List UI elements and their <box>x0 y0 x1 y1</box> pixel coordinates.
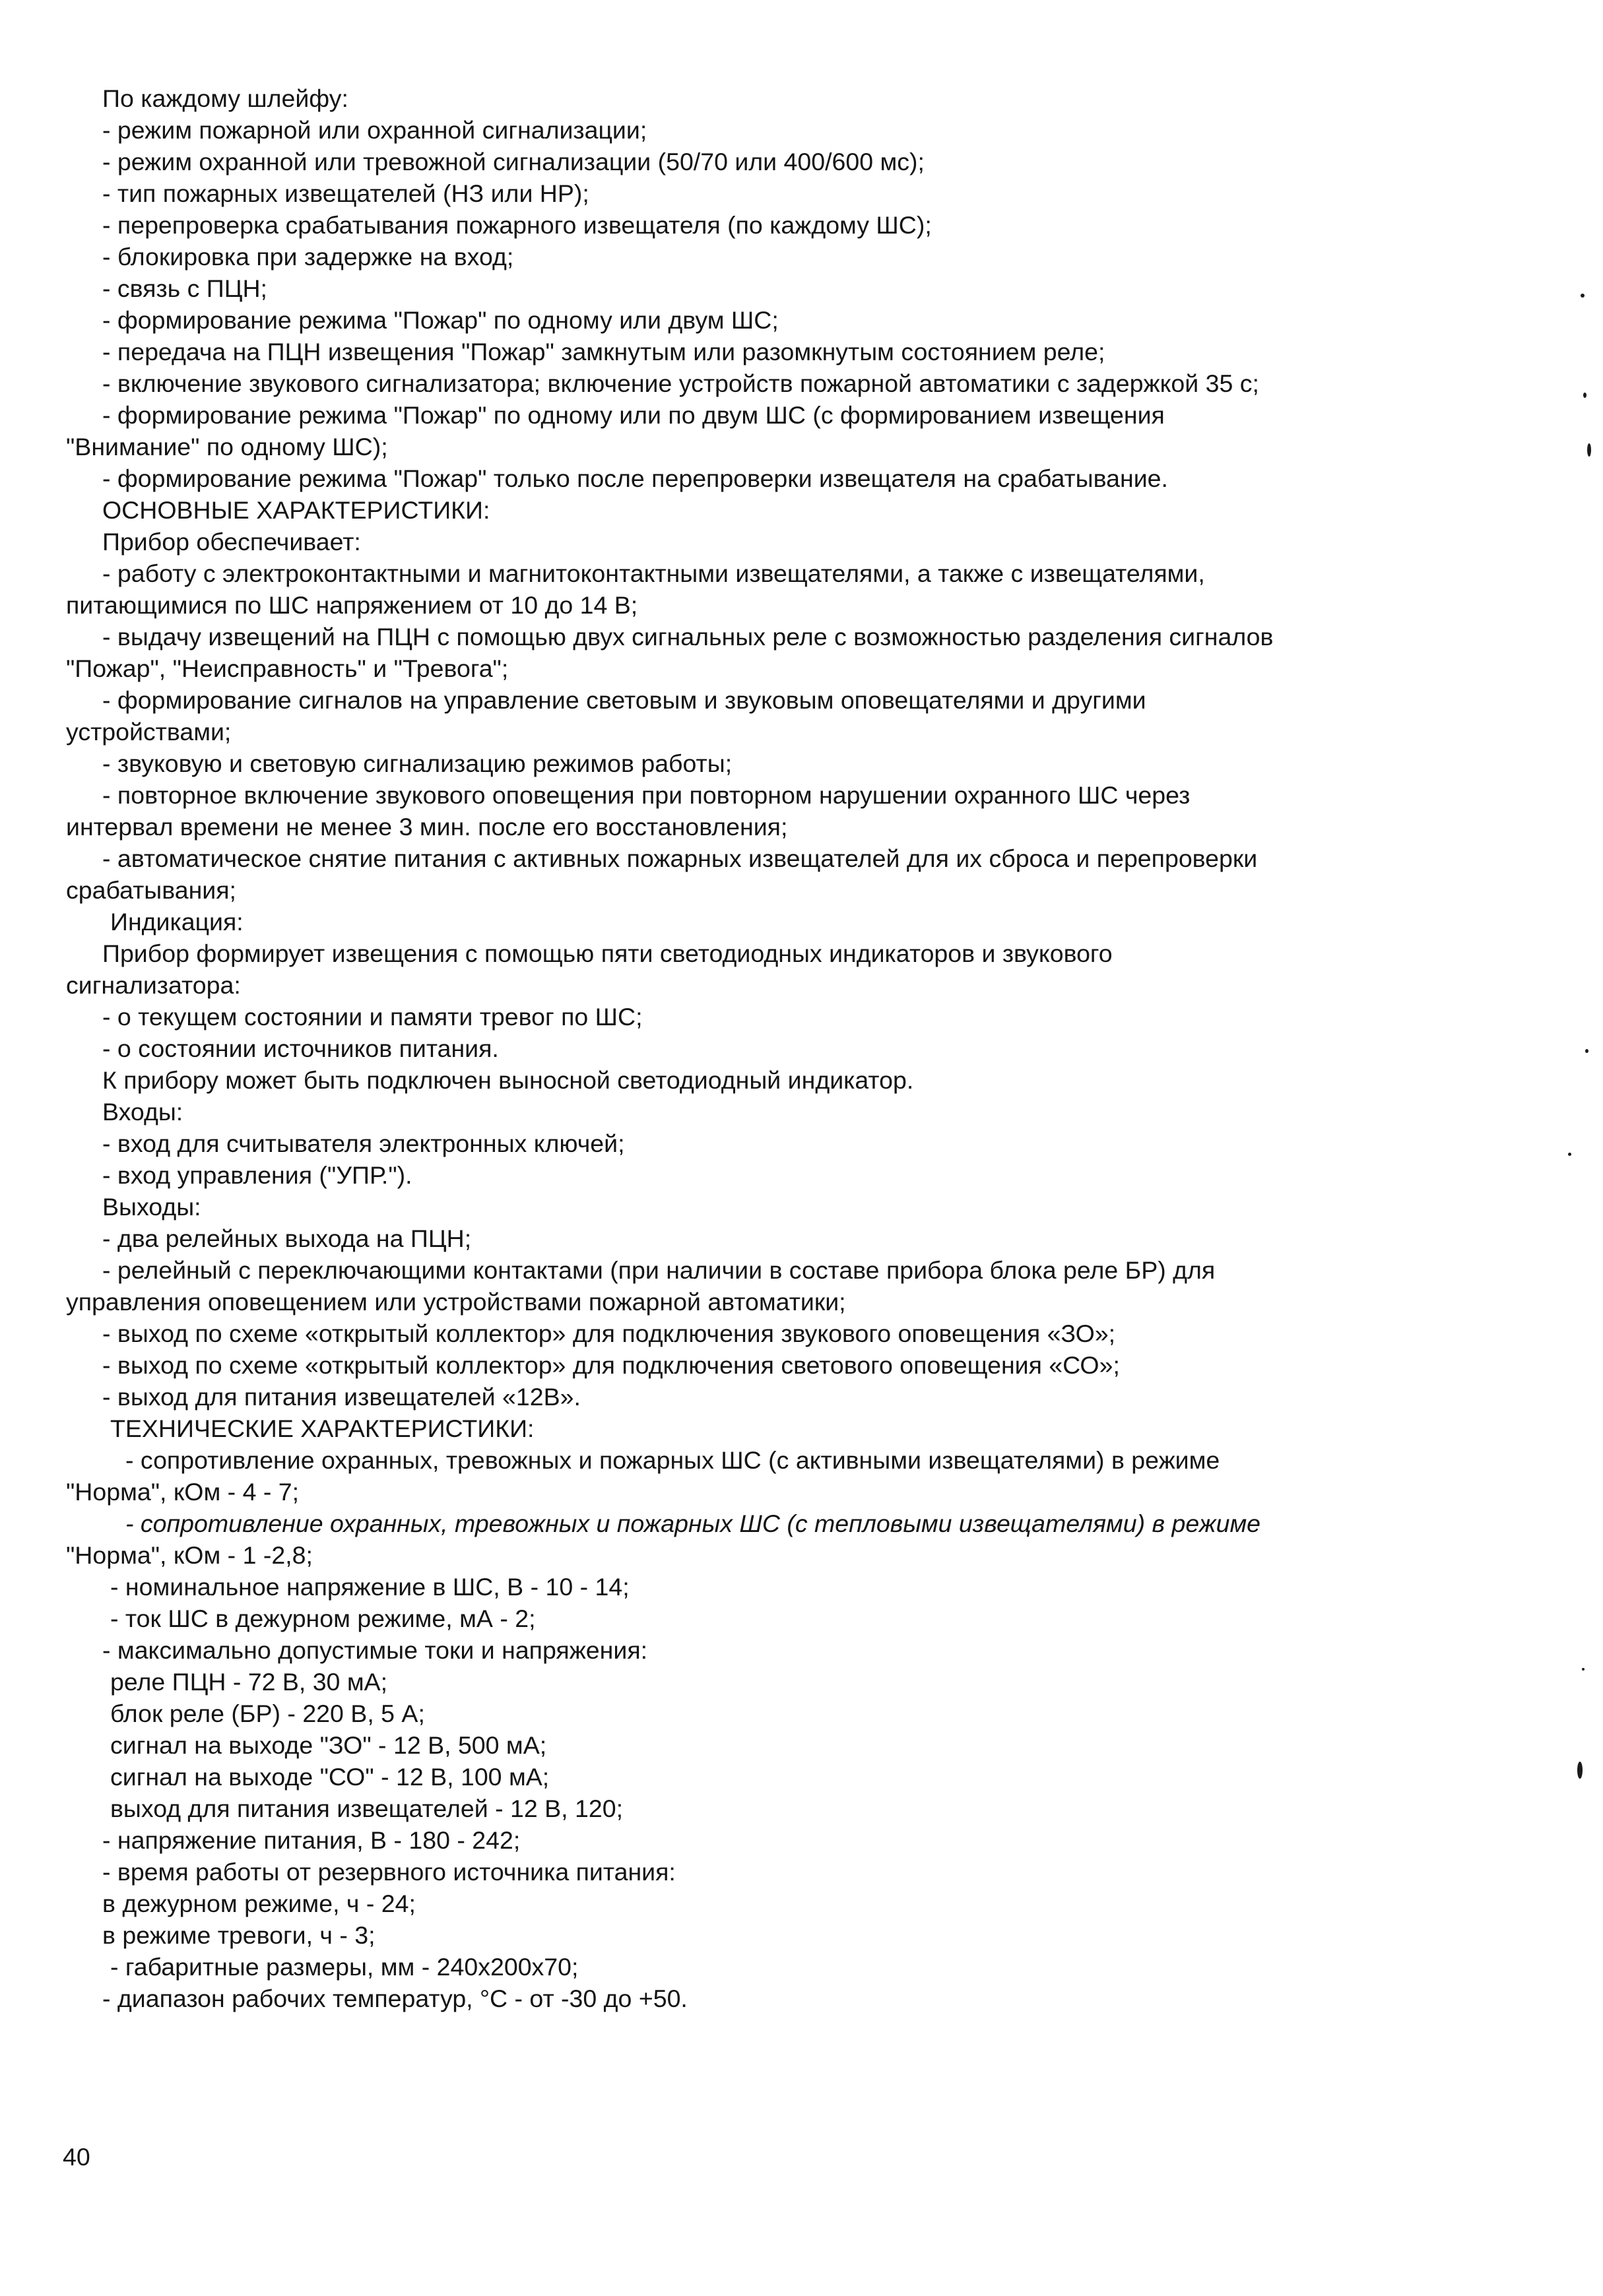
text-line: ОСНОВНЫЕ ХАРАКТЕРИСТИКИ: <box>102 496 490 524</box>
text-line: Выходы: <box>102 1193 201 1221</box>
text-line: срабатывания; <box>66 876 236 904</box>
text-line: "Норма", кОм - 1 -2,8; <box>66 1541 313 1569</box>
text-line: - выход по схеме «открытый коллектор» для подключения звукового оповещения «ЗО»; <box>102 1320 1116 1347</box>
text-line: - два релейных выхода на ПЦН; <box>102 1225 472 1252</box>
text-line: - режим охранной или тревожной сигнализации (50/70 или 400/600 мс); <box>102 148 925 175</box>
scan-speck <box>1582 1668 1585 1671</box>
text-line: - выход по схеме «открытый коллектор» для подключения светового оповещения «СО»; <box>102 1351 1120 1379</box>
text-line: - автоматическое снятие питания с активных пожарных извещателей для их сброса и перепроверки <box>102 845 1258 872</box>
text-line: - блокировка при задержке на вход; <box>102 243 514 271</box>
text-line: в дежурном режиме, ч - 24; <box>102 1890 416 1917</box>
scan-speck <box>1581 294 1585 298</box>
text-line: По каждому шлейфу: <box>102 84 348 112</box>
text-line: - релейный с переключающими контактами (при наличии в составе прибора блока реле БР) для <box>102 1256 1216 1284</box>
text-line: - максимально допустимые токи и напряжения: <box>102 1636 648 1664</box>
scan-speck <box>1568 1153 1571 1156</box>
text-line: - связь с ПЦН; <box>102 274 267 302</box>
text-line: питающимися по ШС напряжением от 10 до 14 В; <box>66 591 638 619</box>
text-line: ТЕХНИЧЕСКИЕ ХАРАКТЕРИСТИКИ: <box>110 1415 535 1442</box>
text-line: - габаритные размеры, мм - 240х200х70; <box>110 1953 579 1981</box>
text-line: К прибору может быть подключен выносной светодиодный индикатор. <box>102 1066 914 1094</box>
text-line: выход для питания извещателей - 12 В, 120; <box>110 1795 623 1822</box>
text-line: сигнализатора: <box>66 971 241 999</box>
text-line: - выход для питания извещателей «12В». <box>102 1383 581 1411</box>
text-line: - формирование сигналов на управление световым и звуковым оповещателями и другими <box>102 686 1146 714</box>
text-line: "Внимание" по одному ШС); <box>66 433 388 461</box>
text-line: блок реле (БР) - 220 В, 5 А; <box>110 1700 425 1727</box>
text-line: - звуковую и световую сигнализацию режимов работы; <box>102 749 733 777</box>
scan-speck <box>1583 393 1587 398</box>
text-line: Индикация: <box>110 908 244 936</box>
text-line: Входы: <box>102 1098 183 1126</box>
text-line: - диапазон рабочих температур, °С - от -30 до +50. <box>102 1985 688 2012</box>
text-line: - передача на ПЦН извещения "Пожар" замкнутым или разомкнутым состоянием реле; <box>102 338 1105 366</box>
page-number: 40 <box>63 2143 90 2171</box>
text-line: - включение звукового сигнализатора; включение устройств пожарной автоматики с задержкой 35 с; <box>102 369 1259 397</box>
text-line: реле ПЦН - 72 В, 30 мА; <box>110 1668 388 1696</box>
text-line: устройствами; <box>66 718 232 746</box>
text-line: Прибор обеспечивает: <box>102 528 361 556</box>
text-line: - формирование режима "Пожар" по одному или двум ШС; <box>102 306 779 334</box>
text-line: - сопротивление охранных, тревожных и пожарных ШС (с активными извещателями) в режиме <box>125 1446 1220 1474</box>
text-line: - номинальное напряжение в ШС, В - 10 - 14; <box>110 1573 630 1601</box>
text-line: "Норма", кОм - 4 - 7; <box>66 1478 300 1506</box>
text-line: - напряжение питания, В - 180 - 242; <box>102 1826 521 1854</box>
text-line: - выдачу извещений на ПЦН с помощью двух сигнальных реле с возможностью разделения сигналов <box>102 623 1274 651</box>
scan-speck <box>1577 1762 1583 1779</box>
text-line: - вход для считывателя электронных ключей; <box>102 1130 625 1157</box>
text-line: управления оповещением или устройствами пожарной автоматики; <box>66 1288 846 1316</box>
text-line: - работу с электроконтактными и магнитоконтактными извещателями, а также с извещателями, <box>102 559 1205 587</box>
text-line: интервал времени не менее 3 мин. после его восстановления; <box>66 813 788 841</box>
text-line: - о текущем состоянии и памяти тревог по ШС; <box>102 1003 643 1031</box>
text-line: в режиме тревоги, ч - 3; <box>102 1921 376 1949</box>
text-line: - перепроверка срабатывания пожарного извещателя (по каждому ШС); <box>102 211 932 239</box>
text-line: сигнал на выходе "СО" - 12 В, 100 мА; <box>110 1763 550 1791</box>
text-line: Прибор формирует извещения с помощью пяти светодиодных индикаторов и звукового <box>102 940 1113 967</box>
text-line: - формирование режима "Пожар" только после перепроверки извещателя на срабатывание. <box>102 464 1168 492</box>
scan-speck <box>1587 443 1591 457</box>
text-line: - сопротивление охранных, тревожных и пожарных ШС (с тепловыми извещателями) в режиме <box>125 1510 1261 1537</box>
text-line: - о состоянии источников питания. <box>102 1035 499 1062</box>
text-line: - время работы от резервного источника питания: <box>102 1858 676 1886</box>
text-line: - повторное включение звукового оповещения при повторном нарушении охранного ШС через <box>102 781 1191 809</box>
text-line: - вход управления ("УПР."). <box>102 1161 412 1189</box>
text-line: сигнал на выходе "ЗО" - 12 В, 500 мА; <box>110 1731 547 1759</box>
text-line: - тип пожарных извещателей (НЗ или НР); <box>102 179 589 207</box>
text-line: "Пожар", "Неисправность" и "Тревога"; <box>66 654 509 682</box>
text-line: - формирование режима "Пожар" по одному или по двум ШС (с формированием извещения <box>102 401 1165 429</box>
text-line: - ток ШС в дежурном режиме, мА - 2; <box>110 1605 536 1632</box>
scan-speck <box>1585 1049 1588 1053</box>
text-line: - режим пожарной или охранной сигнализации; <box>102 116 647 144</box>
